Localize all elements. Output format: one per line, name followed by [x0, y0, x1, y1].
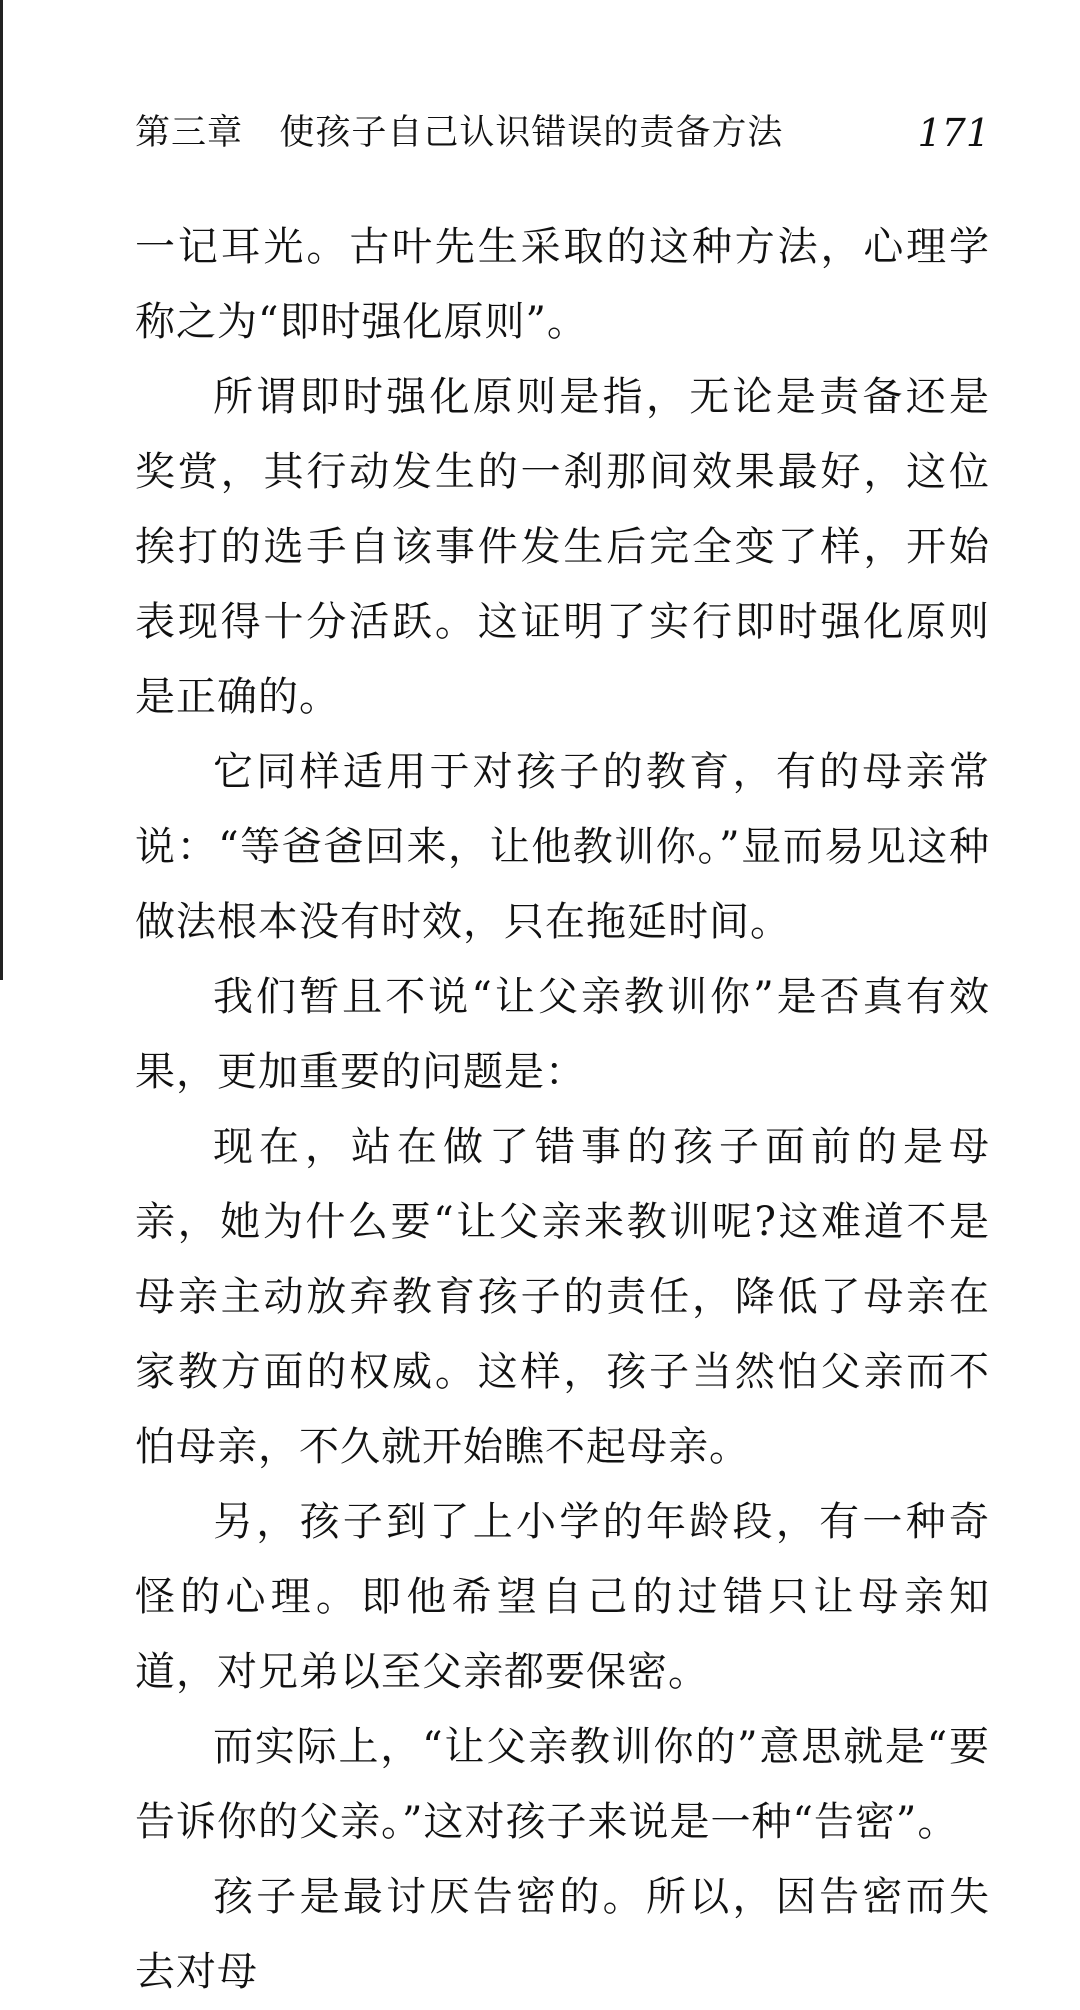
paragraph: 它同样适用于对孩子的教育，有的母亲常说：“等爸爸回来，让他教训你。”显而易见这种做法根本没有时效，只在拖延时间。 [135, 749, 990, 945]
paragraph: 我们暂且不说“让父亲教训你”是否真有效果，更加重要的问题是： [135, 974, 990, 1095]
paragraph: 另，孩子到了上小学的年龄段，有一种奇怪的心理。即他希望自己的过错只让母亲知道，对兄弟以至父亲都要保密。 [135, 1499, 990, 1695]
page-header [135, 108, 990, 168]
chapter-title: 第三章 使孩子自己认识错误的责备方法 [135, 113, 784, 153]
paragraph: 现在，站在做了错事的孩子面前的是母亲，她为什么要“让父亲来教训呢?这难道不是母亲主动放弃教育孩子的责任，降低了母亲在家教方面的权威。这样，孩子当然怕父亲而不怕母亲，不久就开始瞧不起母亲。 [135, 1124, 990, 1470]
paragraph: 而实际上，“让父亲教训你的”意思就是“要告诉你的父亲。”这对孩子来说是一种“告密”。 [135, 1724, 990, 1845]
page-edge-rule [0, 0, 3, 980]
page-number: 171 [917, 111, 990, 155]
paragraph: 孩子是最讨厌告密的。所以，因告密而失去对母 [135, 1874, 990, 1995]
paragraph: 所谓即时强化原则是指，无论是责备还是奖赏，其行动发生的一刹那间效果最好，这位挨打的选手自该事件发生后完全变了样，开始表现得十分活跃。这证明了实行即时强化原则是正确的。 [135, 374, 990, 720]
body-text [135, 210, 990, 2010]
paragraph: 一记耳光。古叶先生采取的这种方法，心理学称之为“即时强化原则”。 [135, 224, 990, 345]
